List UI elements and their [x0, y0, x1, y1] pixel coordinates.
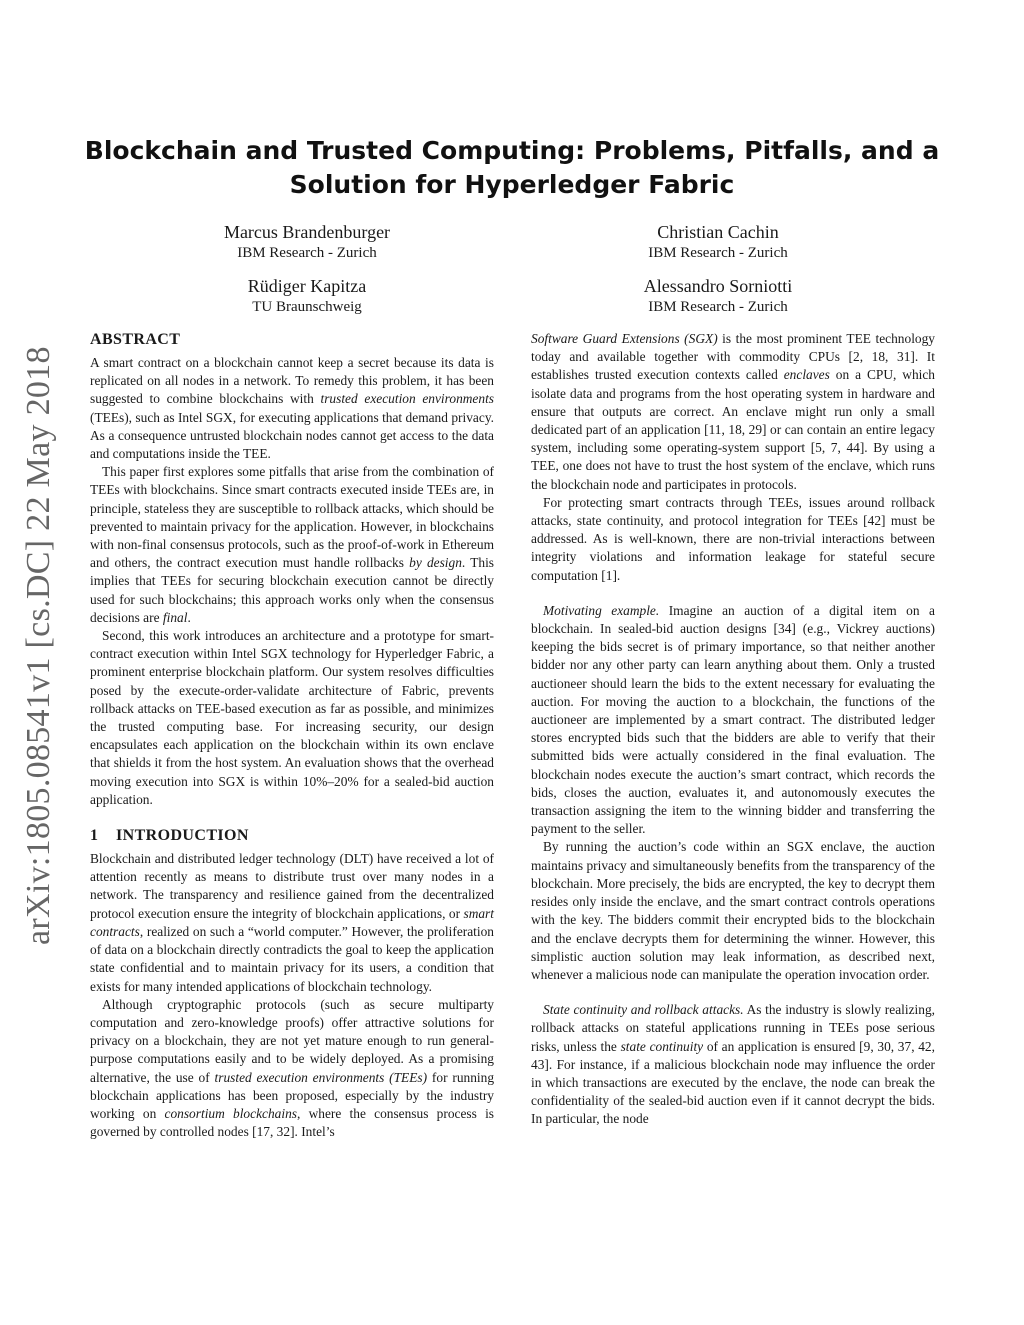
- author-block-3: [157, 275, 457, 317]
- intro-paragraph-1: Blockchain and distributed ledger technology (DLT) have received a lot of attention recently as means to distribute trust over many nodes in a network. The transparency and resilience gained from the decentralized protocol execution ensure the integrity of blockchain applications, or smart contracts, realized on such a “world computer.” However, the proliferation of data on a blockchain directly contradicts the goal to keep the application state confidential and to maintain privacy for its users, a condition that exists for many intended applications of blockchain technology.: [90, 851, 494, 994]
- arxiv-identifier-stamp: arXiv:1805.08541v1 [cs.DC] 22 May 2018: [20, 346, 57, 945]
- state-continuity-heading: State continuity and rollback attacks.: [543, 1002, 744, 1018]
- abstract-paragraph-3: Second, this work introduces an architecture and a prototype for smart-contract execution within Intel SGX technology for Hyperledger Fabric, a prominent enterprise blockchain platform. Our system resolves difficulties posed by the execute-order-validate architecture of Fabric, prevents rollback attacks on TEE-based execution as far as possible, and minimizes the trusted computing base. For increasing security, our design encapsulates each application on the blockchain within its own enclave that shields it from the host system. An evaluation shows that the overhead moving execution into SGX is within 10%–20% for a sealed-bid auction application.: [90, 628, 494, 807]
- title-line-1: Blockchain and Trusted Computing: Problems, Pitfalls, and a: [84, 136, 940, 165]
- author-block-4: [568, 275, 868, 317]
- author-affiliation: IBM Research - Zurich: [648, 299, 788, 315]
- author-name: Alessandro Sorniotti: [643, 276, 793, 296]
- author-affiliation: TU Braunschweig: [252, 299, 362, 315]
- author-name: Marcus Brandenburger: [223, 222, 391, 242]
- tee-issues-paragraph: For protecting smart contracts through TEEs, issues around rollback attacks, state continuity, and protocol integration for TEEs [42] must be addressed. As is well-known, there are non-trivial interactions between integrity violations and information leakage for stateful secure computation [1].: [531, 494, 935, 583]
- left-column: [90, 330, 494, 1141]
- author-name: Rüdiger Kapitza: [247, 276, 367, 296]
- motivating-example-heading: Motivating example.: [543, 602, 660, 618]
- author-affiliation: IBM Research - Zurich: [648, 245, 788, 261]
- author-block-2: [568, 221, 868, 263]
- abstract-paragraph-1: A smart contract on a blockchain cannot keep a secret because its data is replicated on all nodes in a network. To remedy this problem, it has been suggested to combine blockchains with trusted execution environments (TEEs), such as Intel SGX, for executing applications that demand privacy. As a consequence untrusted blockchain nodes cannot get access to the data and computations inside the TEE.: [90, 355, 495, 462]
- title-line-2: Solution for Hyperledger Fabric: [289, 170, 735, 199]
- right-column: [531, 330, 935, 1129]
- abstract-paragraph-2: This paper first explores some pitfalls that arise from the combination of TEEs with blockchains. Since smart contracts executed inside TEEs are, in principle, stateless they are susceptible to rollback attacks, which should be prevented to maintain privacy for the application. However, in blockchains with non-final consensus protocols, such as the proof-of-work in Ethereum and others, the contract execution must handle rollbacks by design. This implies that TEEs for securing blockchain execution cannot be directly used for such blockchains; this approach works only when the consensus decisions are final.: [90, 464, 495, 625]
- intro-paragraph-2: Although cryptographic protocols (such as secure multiparty computation and zero-knowledge proofs) offer attractive solutions for privacy on a blockchain, they are not yet mature enough to run general-purpose computations easily and to be widely deployed. As a promising alternative, the use of trusted execution environments (TEEs) for running blockchain applications has been proposed, especially by the industry working on consortium blockchains, where the consensus process is governed by controlled nodes [17, 32]. Intel’s: [90, 996, 495, 1140]
- author-name: Christian Cachin: [657, 222, 779, 242]
- sgx-paragraph: Software Guard Extensions (SGX) is the most prominent TEE technology today and available together with commodity CPUs [2, 18, 31]. It establishes trusted execution contexts called enclaves on a CPU, which isolate data and programs from the host operating system in hardware and ensure that outputs are correct. An enclave might run only a small dedicated part of an application [11, 18, 29] or can contain an entire legacy system, including some operating-system support [5, 7, 44]. By using a TEE, one does not have to trust the host system of the enclave, which runs the blockchain node and participates in protocols.: [531, 331, 935, 492]
- state-continuity-paragraph: State continuity and rollback attacks. As the industry is slowly realizing, rollback attacks on stateful applications running in TEEs pose serious risks, unless the state continuity of an application is ensured [9, 30, 37, 42, 43]. For instance, if a malicious blockchain node may influence the order in which transactions are executed by the enclave, the node can break the confidentiality of the sealed-bid auction even if it cannot decrypt the bids. In particular, the node: [531, 1002, 935, 1127]
- author-block-1: [157, 221, 457, 263]
- author-affiliation: IBM Research - Zurich: [237, 245, 377, 261]
- paper-title: [80, 134, 944, 202]
- abstract-heading: ABSTRACT: [90, 331, 181, 348]
- motivating-example-paragraph: Motivating example. Imagine an auction of a digital item on a blockchain. In sealed-bid auction designs [34] (e.g., Vickrey auctions) keeping the bids secret is of primary importance, so that neither another bidder nor any other party can learn anything about them. Only a trusted auctioneer should learn the bids to the extent necessary for evaluating the auction. For moving the auction to a blockchain, the functions of the auctioneer are implemented by a smart contract. The distributed ledger stores encrypted bids such that the bidders are able to verify that their submitted bids were actually considered in the final evaluation. The blockchain nodes execute the auction’s smart contract, which records the bids, closes the auction, evaluates it, and autonomously executes the transaction assigning the item to the winning bidder and transferring the payment to the seller.: [531, 602, 935, 837]
- section-heading-introduction: 1 INTRODUCTION: [90, 827, 249, 845]
- sgx-auction-paragraph: By running the auction’s code within an SGX enclave, the auction maintains privacy and simultaneously benefits from the transparency of the blockchain. More precisely, the bids are encrypted, the key to decrypt them resides only inside the enclave, and the smart contract controls operations with the key. The bidders commit their encrypted bids to the blockchain and the enclave decrypts them for determining the winner. However, this simplistic auction solution may leak information, as described next, whenever a malicious node can manipulate the operation invocation order.: [531, 839, 935, 982]
